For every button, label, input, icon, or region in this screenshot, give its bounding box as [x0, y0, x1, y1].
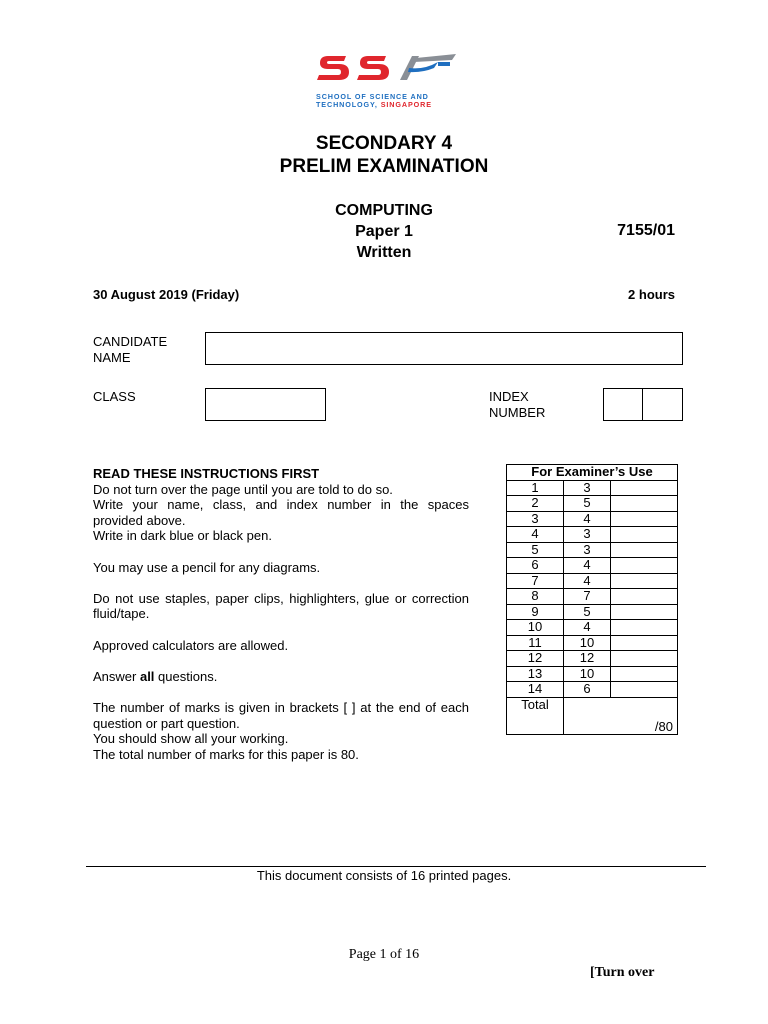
logo-caption [316, 93, 464, 109]
awarded-marks-cell[interactable] [611, 620, 678, 636]
school-logo [316, 48, 464, 110]
examiner-table-row [507, 558, 678, 574]
question-number-cell: 1 [507, 480, 564, 496]
examiner-table-heading: For Examiner’s Use [507, 465, 678, 481]
question-number-cell: 7 [507, 573, 564, 589]
examiner-table-row [507, 573, 678, 589]
awarded-marks-cell[interactable] [611, 604, 678, 620]
awarded-marks-cell[interactable] [611, 589, 678, 605]
printed-pages-note: This document consists of 16 printed pages. [256, 868, 512, 883]
class-label: CLASS [93, 389, 136, 404]
question-number-cell: 11 [507, 635, 564, 651]
instruction-line: Approved calculators are allowed. [93, 637, 289, 653]
instruction-line: You should show all your working. [93, 731, 289, 747]
instruction-line: Do not turn over the page until you are told to do so. [93, 481, 393, 497]
examiner-table-row [507, 542, 678, 558]
question-number-cell: 9 [507, 604, 564, 620]
awarded-marks-cell[interactable] [611, 480, 678, 496]
index-number-label-line-2: NUMBER [489, 404, 546, 420]
max-marks-cell: 12 [564, 651, 611, 667]
max-marks-cell: 5 [564, 496, 611, 512]
examiner-table-row [507, 651, 678, 667]
question-number-cell: 8 [507, 589, 564, 605]
instruction-line: The total number of marks for this paper is 80. [93, 746, 359, 762]
examiner-table-row [507, 620, 678, 636]
footer-divider [86, 866, 706, 867]
awarded-marks-cell[interactable] [611, 496, 678, 512]
examiner-table-row [507, 496, 678, 512]
question-number-cell: 6 [507, 558, 564, 574]
examiner-use-table [506, 464, 678, 735]
examiner-table-header-row [507, 465, 678, 481]
examiner-table-row [507, 635, 678, 651]
exam-title-line-1: SECONDARY 4 [315, 133, 453, 154]
candidate-name-field[interactable] [205, 332, 683, 365]
examiner-table-row [507, 511, 678, 527]
class-field[interactable] [205, 388, 326, 421]
max-marks-cell: 10 [564, 666, 611, 682]
examiner-table-row [507, 666, 678, 682]
logo-caption-line-2 [316, 101, 464, 109]
instruction-line [93, 669, 469, 685]
logo-caption-highlight: SINGAPORE [380, 100, 432, 109]
question-number-cell: 14 [507, 682, 564, 698]
examiner-table-row [507, 589, 678, 605]
instruction-line: Write your name, class, and index number in the spaces provided above. [93, 497, 469, 528]
candidate-name-label-line-2: NAME [93, 349, 131, 365]
max-marks-cell: 5 [564, 604, 611, 620]
awarded-marks-cell[interactable] [611, 558, 678, 574]
max-marks-cell: 4 [564, 511, 611, 527]
subject-title: COMPUTING [335, 202, 433, 219]
instructions-block [93, 466, 469, 762]
max-marks-cell: 3 [564, 542, 611, 558]
total-label-cell: Total [507, 697, 564, 734]
max-marks-cell: 4 [564, 573, 611, 589]
awarded-marks-cell[interactable] [611, 682, 678, 698]
awarded-marks-cell[interactable] [611, 573, 678, 589]
question-number-cell: 4 [507, 527, 564, 543]
exam-title-line-2: PRELIM EXAMINATION [279, 156, 489, 177]
max-marks-cell: 7 [564, 589, 611, 605]
instruction-line: You may use a pencil for any diagrams. [93, 559, 321, 575]
max-marks-cell: 4 [564, 620, 611, 636]
instruction-line: Do not use staples, paper clips, highlighters, glue or correction fluid/tape. [93, 590, 469, 622]
candidate-name-label-line-1: CANDIDATE [93, 334, 168, 349]
instruction-text: questions. [154, 668, 218, 684]
instruction-line: The number of marks is given in brackets [ ] at the end of each question or part question. [93, 699, 469, 731]
instruction-emphasis: all [139, 668, 155, 684]
awarded-marks-cell[interactable] [611, 511, 678, 527]
paper-number: Paper 1 [355, 223, 413, 240]
awarded-marks-cell[interactable] [611, 527, 678, 543]
question-number-cell: 10 [507, 620, 564, 636]
exam-duration: 2 hours [628, 287, 675, 302]
examiner-table-row [507, 480, 678, 496]
paper-mode: Written [356, 244, 412, 261]
examiner-table-row [507, 604, 678, 620]
question-number-cell: 5 [507, 542, 564, 558]
question-number-cell: 2 [507, 496, 564, 512]
examiner-table-row [507, 527, 678, 543]
awarded-marks-cell[interactable] [611, 635, 678, 651]
index-number-label-line-1: INDEX [489, 389, 529, 404]
exam-date: 30 August 2019 (Friday) [93, 287, 240, 302]
candidate-name-label [93, 334, 167, 365]
index-number-digit-2[interactable] [642, 388, 683, 421]
instruction-text: Answer [93, 668, 140, 684]
max-marks-cell: 4 [564, 558, 611, 574]
index-number-label [489, 389, 545, 420]
awarded-marks-cell[interactable] [611, 542, 678, 558]
instruction-line: Write in dark blue or black pen. [93, 528, 272, 544]
awarded-marks-cell[interactable] [611, 651, 678, 667]
question-number-cell: 13 [507, 666, 564, 682]
examiner-total-row [507, 697, 678, 734]
max-marks-cell: 3 [564, 527, 611, 543]
instructions-heading: READ THESE INSTRUCTIONS FIRST [93, 466, 320, 481]
max-marks-cell: 3 [564, 480, 611, 496]
logo-caption-line-1: SCHOOL OF SCIENCE AND [316, 92, 429, 101]
max-marks-cell: 10 [564, 635, 611, 651]
max-marks-cell: 6 [564, 682, 611, 698]
turn-over-note: [Turn over [590, 965, 655, 980]
question-number-cell: 3 [507, 511, 564, 527]
logo-caption-prefix: TECHNOLOGY, [316, 100, 381, 109]
total-value-cell[interactable]: /80 [564, 697, 678, 734]
question-number-cell: 12 [507, 651, 564, 667]
examiner-table-row [507, 682, 678, 698]
sst-logo-mark [316, 48, 464, 88]
page-number: Page 1 of 16 [348, 947, 420, 962]
awarded-marks-cell[interactable] [611, 666, 678, 682]
index-number-digit-1[interactable] [603, 388, 644, 421]
paper-code: 7155/01 [617, 222, 675, 239]
